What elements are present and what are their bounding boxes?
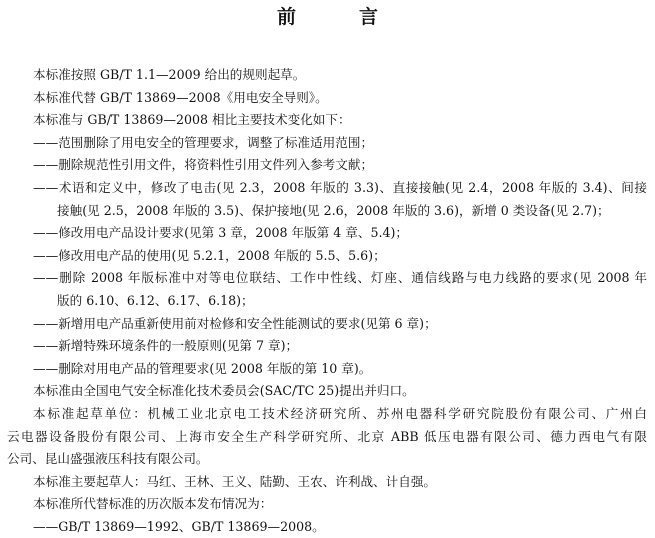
paragraph-drafting-units-continued: 云电器设备股份有限公司、上海市安全生产科学研究所、北京 ABB 低压电器有限公司、德力西电气有限	[7, 428, 647, 444]
paragraph-drafters: 本标准主要起草人：马红、王林、王义、陆勤、王农、许利战、计自强。	[33, 473, 436, 489]
document-body	[7, 64, 647, 538]
paragraph-proposed-by: 本标准由全国电气安全标准化技术委员会(SAC/TC 25)提出并归口。	[33, 383, 415, 399]
paragraph-drafting-units-end: 公司、昆山盛强液压科技有限公司。	[7, 451, 209, 467]
change-item-terms: ——术语和定义中，修改了电击(见 2.3，2008 年版的 3.3)、直接接触(见 2.4，2008 年版的 3.4)、间接	[33, 179, 647, 195]
change-item-references: ——删除规范性引用文件，将资料性引用文件列入参考文献；	[33, 157, 374, 173]
change-item-scope: ——范围删除了用电安全的管理要求，调整了标准适用范围；	[33, 134, 374, 150]
paragraph-drafting-rules: 本标准按照 GB/T 1.1—2009 给出的规则起草。	[33, 67, 306, 82]
paragraph-drafting-units: 本标准起草单位：机械工业北京电工技术经济研究所、苏州电器科学研究院股份有限公司、广州白	[33, 405, 647, 421]
paragraph-history-versions: ——GB/T 13869—1992、GB/T 13869—2008。	[33, 518, 325, 534]
paragraph-history-intro: 本标准所代替标准的历次版本发布情况为：	[33, 496, 273, 512]
change-item-usage: ——修改用电产品的使用(见 5.2.1，2008 年版的 5.5、5.6)；	[33, 247, 386, 263]
paragraph-replaces: 本标准代替 GB/T 13869—2008《用电安全导则》。	[33, 89, 328, 105]
change-item-special-environment: ——新增特殊环境条件的一般原则(见第 7 章)；	[33, 338, 299, 354]
change-item-reuse-testing: ——新增用电产品重新使用前对检修和安全性能测试的要求(见第 6 章)；	[33, 315, 437, 331]
change-item-deleted-requirements: ——删除 2008 年版标准中对等电位联结、工作中性线、灯座、通信线路与电力线路的要求(见 2008 年	[33, 270, 647, 286]
change-item-terms-continued: 接触(见 2.5，2008 年版的 3.5)、保护接地(见 2.6，2008 年版的 3.6)，新增 0 类设备(见 2.7)；	[57, 202, 610, 218]
page-title: 前 言	[276, 6, 400, 28]
change-item-design: ——修改用电产品设计要求(见第 3 章，2008 年版第 4 章、5.4)；	[33, 225, 409, 241]
change-item-management: ——删除对用电产品的管理要求(见 2008 年版的第 10 章)。	[33, 360, 372, 376]
change-item-deleted-requirements-continued: 版的 6.10、6.12、6.17、6.18)；	[57, 292, 254, 308]
paragraph-changes-intro: 本标准与 GB/T 13869—2008 相比主要技术变化如下：	[33, 112, 351, 128]
